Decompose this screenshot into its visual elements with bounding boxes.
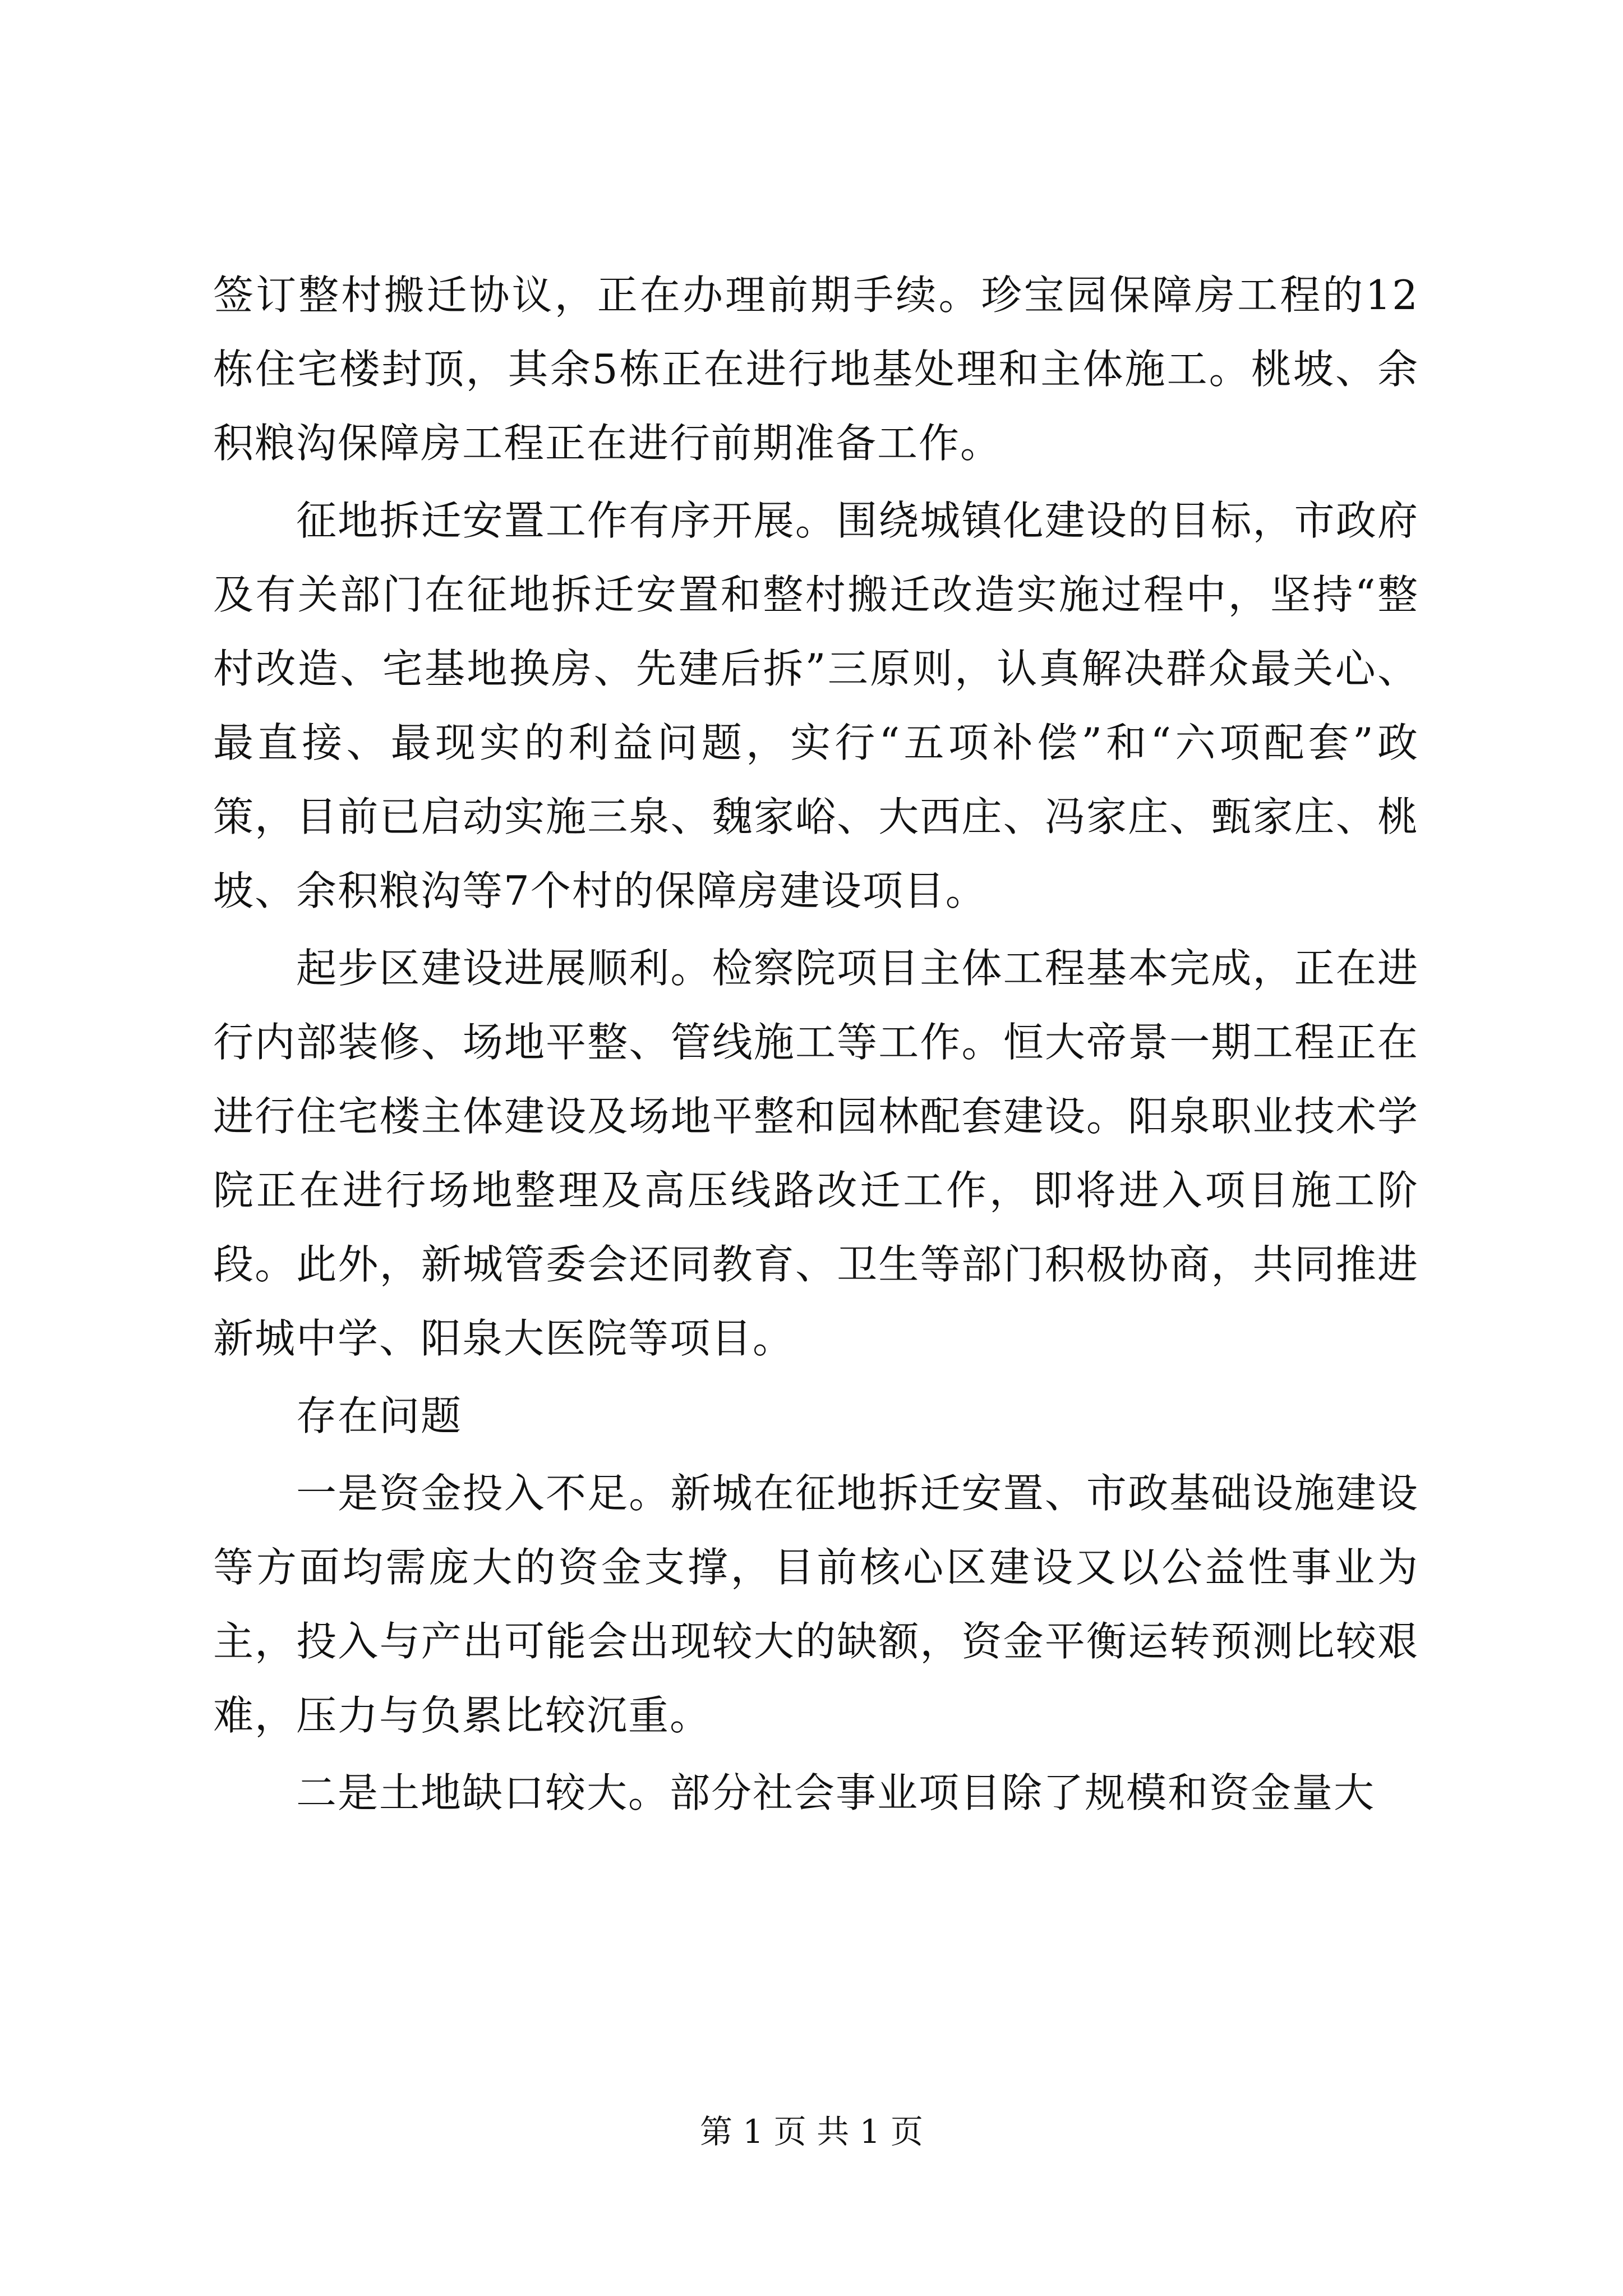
paragraph-land-issue: 二是土地缺口较大。部分社会事业项目除了规模和资金量大 — [296, 1769, 1376, 1816]
paragraph-funding-issue: 一是资金投入不足。新城在征地拆迁安置、市政基础设施建设等方面均需庞大的资金支撑，目前核心区建设又以公益性事业为主，投入与产出可能会出现较大的缺额，资金平衡运转预测比较艰难，压力与负累比较沉重。 — [213, 1470, 1419, 1739]
page-footer: 第 1 页 共 1 页 — [700, 2113, 923, 2151]
paragraph-continuation: 签订整村搬迁协议，正在办理前期手续。珍宝园保障房工程的12栋住宅楼封顶，其余5栋正在进行地基处理和主体施工。桃坡、余积粮沟保障房工程正在进行前期准备工作。 — [213, 272, 1419, 467]
document-body — [213, 258, 1419, 1833]
paragraph-startup-zone: 起步区建设进展顺利。检察院项目主体工程基本完成，正在进行内部装修、场地平整、管线施工等工作。恒大帝景一期工程正在进行住宅楼主体建设及场地平整和园林配套建设。阳泉职业技术学院正在进行场地整理及高压线路改迁工作，即将进入项目施工阶段。此外，新城管委会还同教育、卫生等部门积极协商，共同推进新城中学、阳泉大医院等项目。 — [213, 945, 1419, 1362]
paragraph-relocation: 征地拆迁安置工作有序开展。围绕城镇化建设的目标，市政府及有关部门在征地拆迁安置和整村搬迁改造实施过程中，坚持“整村改造、宅基地换房、先建后拆”三原则，认真解决群众最关心、最直接、最现实的利益问题，实行“五项补偿”和“六项配套”政策，目前已启动实施三泉、魏家峪、大西庄、冯家庄、甄家庄、桃坡、余积粮沟等7个村的保障房建设项目。 — [213, 497, 1419, 914]
section-heading-problems: 存在问题 — [296, 1392, 463, 1439]
